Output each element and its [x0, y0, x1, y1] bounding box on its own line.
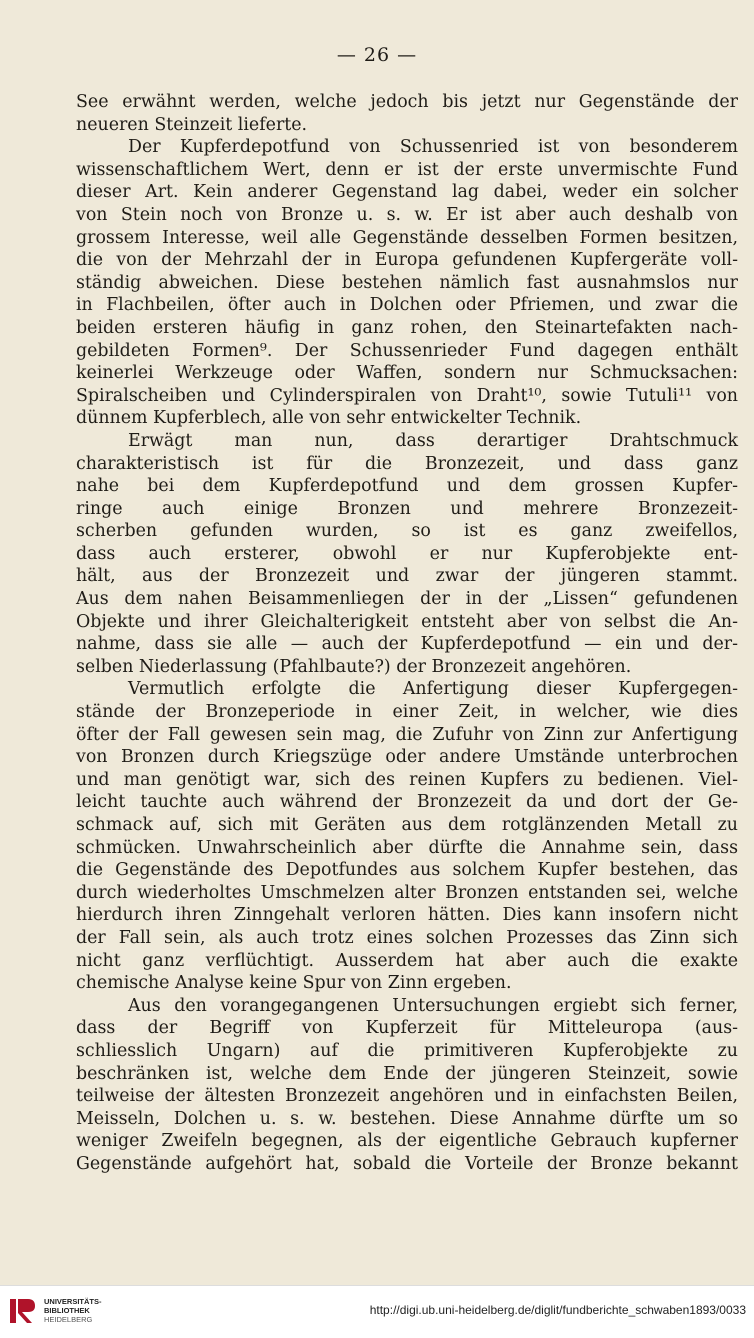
viewer-footer [0, 1285, 754, 1338]
body-text [76, 91, 738, 1176]
text-line: hierdurch ihren Zinngehalt verloren hätten. Dies kann insofern nicht [76, 905, 738, 926]
text-line: Vermutlich erfolgte die Anfertigung dieser Kupfergegen- [128, 679, 738, 700]
text-line: gebildeten Formen⁹. Der Schussenrieder Fund dagegen enthält [76, 340, 738, 361]
text-line: wissenschaftlichem Wert, denn er ist der erste unvermischte Fund [76, 159, 738, 180]
text-line: Aus den vorangegangenen Untersuchungen ergiebt sich ferner, [128, 995, 738, 1016]
text-line: Der Kupferdepotfund von Schussenried ist von besonderem [128, 137, 738, 158]
text-line: selben Niederlassung (Pfahlbaute?) der Bronzezeit angehören. [76, 656, 632, 677]
text-line: See erwähnt werden, welche jedoch bis jetzt nur Gegenstände der [76, 92, 738, 112]
text-line: ständig abweichen. Diese bestehen nämlich fast ausnahmslos nur [76, 272, 738, 293]
text-line: durch wiederholtes Umschmelzen alter Bronzen entstanden sei, welche [76, 882, 738, 903]
text-line: chemische Analyse keine Spur von Zinn ergeben. [76, 973, 512, 994]
text-line: neueren Steinzeit lieferte. [76, 114, 308, 135]
text-line: in Flachbeilen, öfter auch in Dolchen oder Pfriemen, und zwar die [76, 295, 738, 316]
text-line: Spiralscheiben und Cylinderspiralen von Draht¹⁰, sowie Tutuli¹¹ von [76, 385, 738, 406]
text-line: teilweise der ältesten Bronzezeit angehören und in einfachsten Beilen, [76, 1086, 738, 1107]
text-line: von Stein noch von Bronze u. s. w. Er ist aber auch deshalb von [76, 204, 738, 225]
text-line: und man genötigt war, sich des reinen Kupfers zu bedienen. Viel- [76, 769, 738, 790]
text-line: die Gegenstände des Depotfundes aus solchem Kupfer bestehen, das [76, 860, 738, 881]
text-line: der Fall sein, als auch trotz eines solchen Prozesses das Zinn sich [76, 927, 738, 948]
text-line: dass auch ersterer, obwohl er nur Kupferobjekte ent- [76, 543, 738, 564]
text-line: grossem Interesse, weil alle Gegenstände desselben Formen besitzen, [76, 227, 738, 248]
page-number: — 26 — [336, 44, 418, 66]
text-line: schmücken. Unwahrscheinlich aber dürfte die Annahme sein, dass [76, 837, 738, 858]
text-line: beiden ersteren häufig in ganz rohen, den Steinartefakten nach- [76, 317, 738, 338]
library-name: UNIVERSITÄTS- BIBLIOTHEK HEIDELBERG [44, 1297, 102, 1324]
text-line: stände der Bronzeperiode in einer Zeit, in welcher, wie dies [76, 702, 738, 723]
text-line: hält, aus der Bronzezeit und zwar der jüngeren stammt. [76, 566, 738, 587]
library-logo-icon [8, 1296, 38, 1326]
text-line: weniger Zweifeln begegnen, als der eigentliche Gebrauch kupferner [76, 1131, 738, 1152]
text-line: schliesslich Ungarn) auf die primitiveren Kupferobjekte zu [76, 1040, 738, 1061]
text-line: schmack auf, sich mit Geräten aus dem rotglänzenden Metall zu [76, 815, 738, 835]
text-line: leicht tauchte auch während der Bronzezeit da und dort der Ge- [76, 792, 738, 813]
text-line: von Bronzen durch Kriegszüge oder andere Umstände unterbrochen [76, 747, 738, 768]
text-line: nahme, dass sie alle — auch der Kupferdepotfund — ein und der- [76, 634, 738, 655]
text-line: Aus dem nahen Beisammenliegen der in der „Lissen“ gefundenen [76, 589, 738, 610]
text-line: ringe auch einige Bronzen und mehrere Bronzezeit- [76, 498, 738, 519]
text-line: dieser Art. Kein anderer Gegenstand lag dabei, weder ein solcher [76, 182, 738, 203]
text-line: Gegenstände aufgehört hat, sobald die Vorteile der Bronze bekannt [76, 1153, 738, 1174]
text-line: Meisseln, Dolchen u. s. w. bestehen. Diese Annahme dürfte um so [76, 1108, 738, 1129]
text-line: Objekte und ihrer Gleichalterigkeit entsteht aber von selbst die An- [76, 611, 738, 632]
text-line: scherben gefunden wurden, so ist es ganz zweifellos, [76, 521, 738, 542]
text-line: keinerlei Werkzeuge oder Waffen, sondern nur Schmucksachen: [76, 363, 738, 384]
text-line: öfter der Fall gewesen sein mag, die Zufuhr von Zinn zur Anfertigung [76, 724, 738, 745]
text-line: die von der Mehrzahl der in Europa gefundenen Kupfergeräte voll- [76, 250, 738, 271]
text-line: dass der Begriff von Kupferzeit für Mitteleuropa (aus- [76, 1018, 738, 1039]
text-line: Erwägt man nun, dass derartiger Drahtschmuck [128, 430, 738, 451]
text-line: nicht ganz verflüchtigt. Ausserdem hat aber auch die exakte [76, 950, 738, 971]
text-line: dünnem Kupferblech, alle von sehr entwickelter Technik. [76, 408, 582, 429]
text-line: charakteristisch ist für die Bronzezeit, und dass ganz [76, 453, 738, 474]
text-line: nahe bei dem Kupferdepotfund und dem grossen Kupfer- [76, 476, 738, 497]
text-line: beschränken ist, welche dem Ende der jüngeren Steinzeit, sowie [76, 1063, 738, 1084]
source-url-link[interactable]: http://digi.ub.uni-heidelberg.de/diglit/fundberichte_schwaben1893/0033 [369, 1303, 746, 1317]
